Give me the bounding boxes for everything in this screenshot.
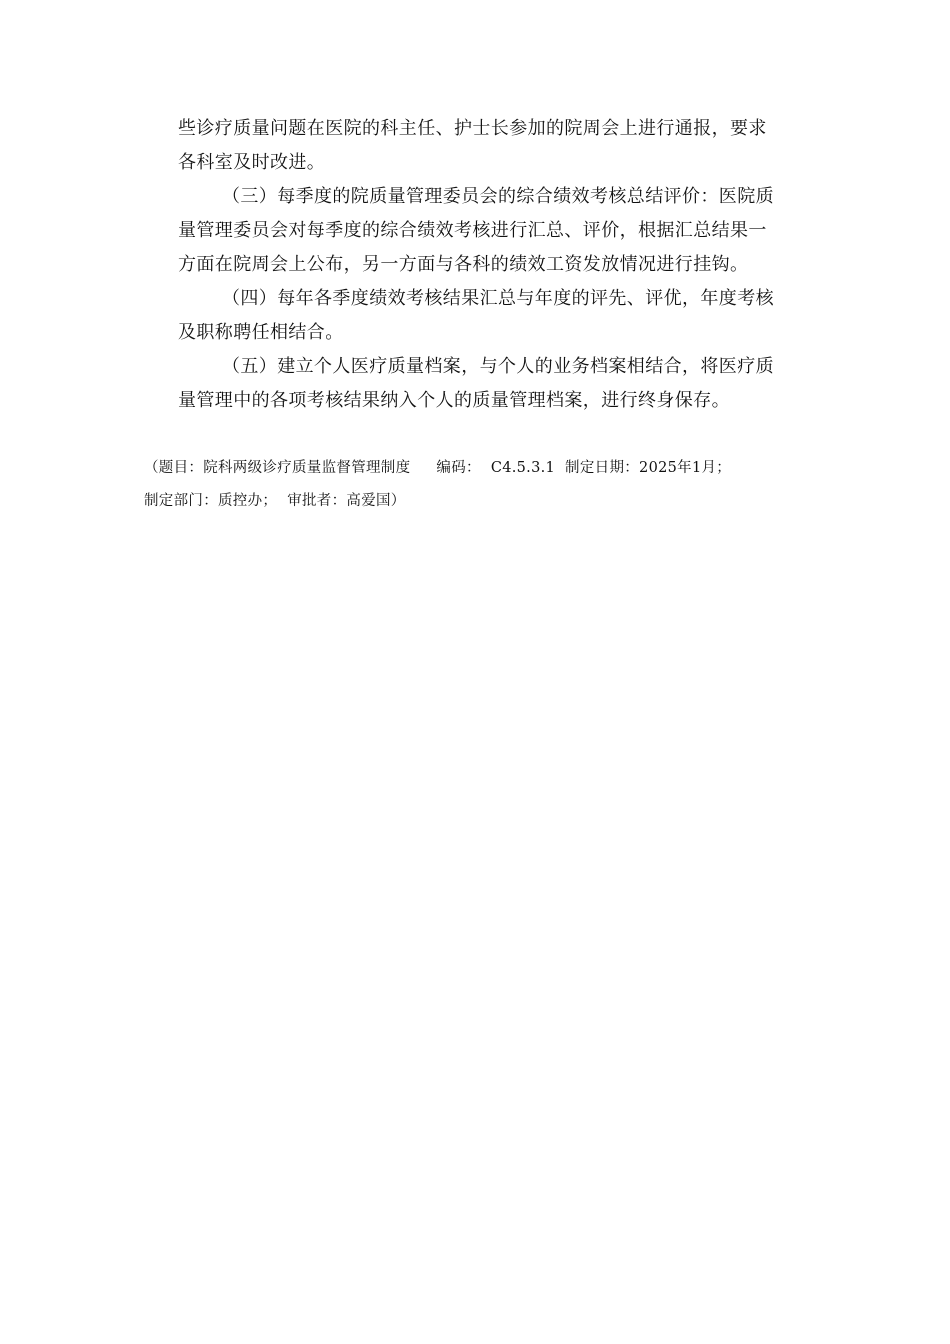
footer-line-1 [144,452,814,485]
text-line: 量管理中的各项考核结果纳入个人的质量管理档案，进行终身保存。 [178,390,730,411]
text-line: 些诊疗质量问题在医院的科主任、护士长参加的院周会上进行通报，要求 [178,118,767,139]
code-label: 编码： [436,460,481,476]
approver-label: 审批者： [287,493,347,509]
dept-value: 质控办； [218,493,278,509]
document-footer-meta [144,452,814,518]
text-line: 各科室及时改进。 [178,152,326,173]
approver-value: 高爱国） [346,493,406,509]
text-line: 方面在院周会上公布，另一方面与各科的绩效工资发放情况进行挂钩。 [178,254,749,275]
footer-line-2 [144,485,814,518]
document-body [178,112,800,418]
text-line: 及职称聘任相结合。 [178,322,344,343]
paragraph-item-3 [178,180,800,282]
paragraph-item-5 [178,350,800,418]
date-value: 2025年1月； [639,460,732,476]
dept-label: 制定部门： [144,493,218,509]
text-line: （四）每年各季度绩效考核结果汇总与年度的评先、评优，年度考核 [222,288,774,309]
text-line: （三）每季度的院质量管理委员会的综合绩效考核总结评价：医院质 [222,186,774,207]
text-line: 量管理委员会对每季度的综合绩效考核进行汇总、评价，根据汇总结果一 [178,220,767,241]
text-line: （五）建立个人医疗质量档案，与个人的业务档案相结合，将医疗质 [222,356,774,377]
title-value: 院科两级诊疗质量监督管理制度 [203,460,411,476]
paragraph-continuation [178,112,800,180]
date-label: 制定日期： [565,460,640,476]
title-label: （题目： [144,460,204,476]
paragraph-item-4 [178,282,800,350]
code-value: C4.5.3.1 [490,460,556,476]
